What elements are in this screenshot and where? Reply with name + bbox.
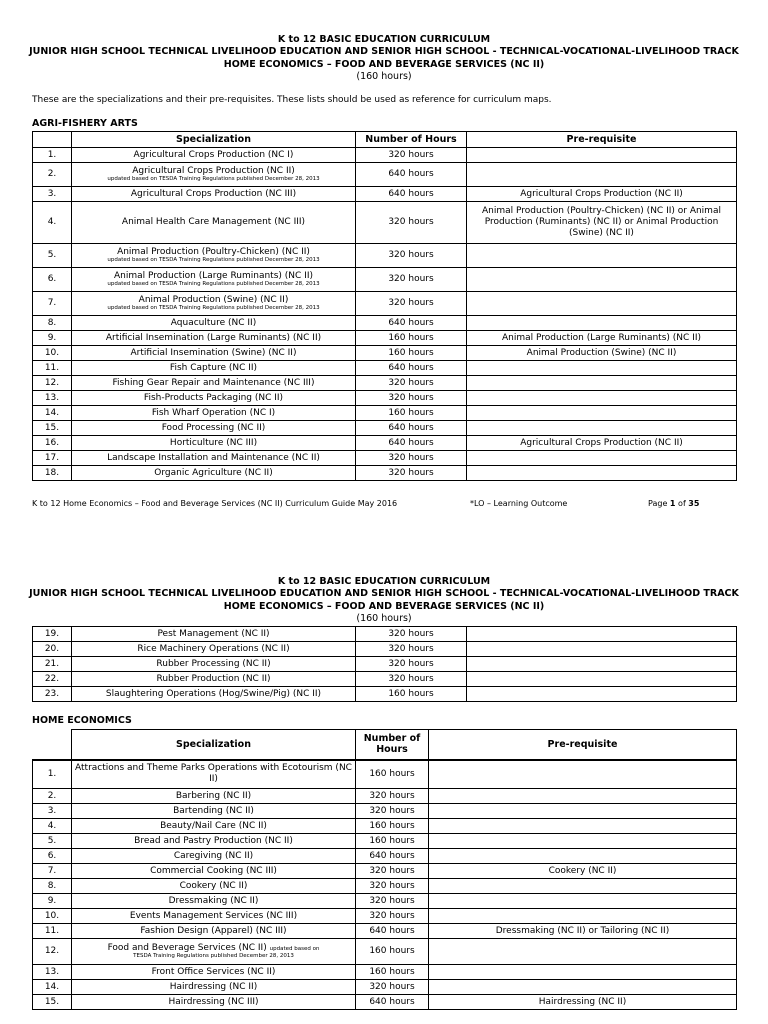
specialization-name: Rubber Processing (NC II) <box>156 658 271 669</box>
header-line-1: K to 12 BASIC EDUCATION CURRICULUM <box>277 576 491 587</box>
row-hours: 320 hours <box>356 657 467 672</box>
row-specialization <box>72 244 356 268</box>
row-number: 7. <box>33 864 72 879</box>
row-prerequisite <box>429 879 737 894</box>
row-hours: 320 hours <box>356 391 467 406</box>
agri-table <box>32 131 737 481</box>
footer-note: *LO – Learning Outcome <box>470 499 568 508</box>
row-hours: 320 hours <box>356 789 429 804</box>
table-row <box>33 292 737 316</box>
row-hours: 320 hours <box>356 451 467 466</box>
header-line-3: HOME ECONOMICS – FOOD AND BEVERAGE SERVICES (NC II) <box>223 600 545 612</box>
home-economics-table <box>32 729 737 1010</box>
row-prerequisite: Cookery (NC II) <box>429 864 737 879</box>
row-number: 3. <box>33 804 72 819</box>
row-hours: 640 hours <box>356 361 467 376</box>
row-number: 3. <box>33 187 72 202</box>
table-row <box>33 804 737 819</box>
row-specialization <box>72 436 356 451</box>
row-number: 9. <box>33 331 72 346</box>
header-line-3: HOME ECONOMICS – FOOD AND BEVERAGE SERVICES (NC II) <box>223 58 545 70</box>
table-row <box>33 627 737 642</box>
row-hours: 320 hours <box>356 627 467 642</box>
agri-table-continued <box>32 626 737 702</box>
row-prerequisite: Animal Production (Poultry-Chicken) (NC II) or Animal Production (Ruminants) (NC II) or Animal Production (Swine) (NC II) <box>467 202 737 244</box>
row-specialization <box>72 965 356 980</box>
row-number: 6. <box>33 849 72 864</box>
specialization-name: Hairdressing (NC III) <box>168 996 259 1007</box>
row-specialization <box>72 924 356 939</box>
row-prerequisite: Animal Production (Large Ruminants) (NC II) <box>467 331 737 346</box>
row-number: 2. <box>33 163 72 187</box>
specialization-name: Food and Beverage Services (NC II) <box>107 942 267 953</box>
row-prerequisite <box>429 980 737 995</box>
table-row <box>33 361 737 376</box>
row-hours: 160 hours <box>356 346 467 361</box>
row-prerequisite <box>467 642 737 657</box>
row-hours: 160 hours <box>356 760 429 789</box>
header-hours: (160 hours) <box>356 613 412 625</box>
row-number: 11. <box>33 361 72 376</box>
header-line-2: JUNIOR HIGH SCHOOL TECHNICAL LIVELIHOOD EDUCATION AND SENIOR HIGH SCHOOL - TECHNICAL-VOCATIONAL-LIVELIHOOD TRACK <box>29 588 739 600</box>
row-number: 1. <box>33 148 72 163</box>
specialization-name: Artificial Insemination (Swine) (NC II) <box>130 347 297 358</box>
specialization-name: Bartending (NC II) <box>173 805 254 816</box>
row-specialization <box>72 346 356 361</box>
row-specialization <box>72 406 356 421</box>
table-row <box>33 202 737 244</box>
page-current: 1 <box>669 499 676 508</box>
table-row <box>33 789 737 804</box>
specialization-name: Commercial Cooking (NC III) <box>150 865 277 876</box>
table-row <box>33 421 737 436</box>
row-number: 7. <box>33 292 72 316</box>
row-number: 5. <box>33 834 72 849</box>
table-row <box>33 466 737 481</box>
table-row <box>33 391 737 406</box>
row-prerequisite: Hairdressing (NC II) <box>429 995 737 1010</box>
row-specialization <box>72 687 356 702</box>
row-specialization <box>72 995 356 1010</box>
specialization-name: Dressmaking (NC II) <box>168 895 259 906</box>
table-row <box>33 909 737 924</box>
row-hours: 320 hours <box>356 202 467 244</box>
col-number <box>33 730 72 760</box>
row-specialization <box>72 202 356 244</box>
table-row <box>33 672 737 687</box>
specialization-name: Pest Management (NC II) <box>157 628 270 639</box>
row-specialization <box>72 148 356 163</box>
specialization-name: Agricultural Crops Production (NC I) <box>133 149 294 160</box>
intro-text: These are the specializations and their pre-requisites. These lists should be used as reference for curriculum maps. <box>32 95 552 105</box>
row-number: 4. <box>33 202 72 244</box>
update-note: updated based on TESDA Training Regulations published December 28, 2013 <box>107 257 320 264</box>
row-number: 8. <box>33 879 72 894</box>
specialization-name: Caregiving (NC II) <box>173 850 254 861</box>
specialization-name: Aquaculture (NC II) <box>170 317 257 328</box>
row-number: 10. <box>33 346 72 361</box>
row-hours: 640 hours <box>356 849 429 864</box>
specialization-name: Horticulture (NC III) <box>169 437 258 448</box>
row-hours: 160 hours <box>356 834 429 849</box>
row-prerequisite <box>429 909 737 924</box>
row-specialization <box>72 331 356 346</box>
row-prerequisite <box>429 760 737 789</box>
row-specialization <box>72 804 356 819</box>
col-prerequisite: Pre-requisite <box>429 730 737 760</box>
specialization-name: Fish Capture (NC II) <box>169 362 258 373</box>
specialization-name: Organic Agriculture (NC II) <box>154 467 273 478</box>
row-prerequisite <box>429 804 737 819</box>
specialization-name: Landscape Installation and Maintenance (NC II) <box>107 452 320 463</box>
table-row <box>33 687 737 702</box>
row-specialization <box>72 361 356 376</box>
row-hours: 320 hours <box>356 894 429 909</box>
row-number: 14. <box>33 980 72 995</box>
page-header-2 <box>0 576 768 626</box>
row-prerequisite <box>467 466 737 481</box>
row-hours: 320 hours <box>356 292 467 316</box>
row-number: 16. <box>33 436 72 451</box>
row-prerequisite <box>467 376 737 391</box>
row-specialization <box>72 894 356 909</box>
row-number: 21. <box>33 657 72 672</box>
table-row <box>33 451 737 466</box>
row-specialization <box>72 760 356 789</box>
row-hours: 160 hours <box>356 331 467 346</box>
row-prerequisite <box>467 687 737 702</box>
specialization-name: Food Processing (NC II) <box>161 422 266 433</box>
table-row <box>33 163 737 187</box>
row-hours: 640 hours <box>356 924 429 939</box>
row-prerequisite <box>467 316 737 331</box>
col-hours: Number of Hours <box>356 730 429 760</box>
specialization-name: Bread and Pastry Production (NC II) <box>134 835 293 846</box>
row-specialization <box>72 849 356 864</box>
row-hours: 160 hours <box>356 939 429 965</box>
row-hours: 640 hours <box>356 187 467 202</box>
table-row <box>33 642 737 657</box>
row-hours: 320 hours <box>356 148 467 163</box>
row-specialization <box>72 939 356 965</box>
table-row <box>33 316 737 331</box>
row-number: 8. <box>33 316 72 331</box>
page-of: of <box>675 499 689 508</box>
row-specialization <box>72 268 356 292</box>
row-hours: 160 hours <box>356 406 467 421</box>
specialization-name: Front Office Services (NC II) <box>151 966 276 977</box>
row-hours: 640 hours <box>356 163 467 187</box>
row-number: 9. <box>33 894 72 909</box>
row-number: 10. <box>33 909 72 924</box>
row-number: 6. <box>33 268 72 292</box>
table-row <box>33 879 737 894</box>
row-prerequisite <box>467 361 737 376</box>
row-specialization <box>72 819 356 834</box>
row-number: 12. <box>33 376 72 391</box>
row-number: 5. <box>33 244 72 268</box>
specialization-name: Animal Health Care Management (NC III) <box>121 217 306 228</box>
table-row <box>33 268 737 292</box>
table-row <box>33 924 737 939</box>
col-hours: Number of Hours <box>356 132 467 148</box>
row-hours: 640 hours <box>356 421 467 436</box>
row-prerequisite <box>467 163 737 187</box>
row-prerequisite: Agricultural Crops Production (NC II) <box>467 187 737 202</box>
row-prerequisite <box>467 391 737 406</box>
table-row <box>33 244 737 268</box>
row-hours: 640 hours <box>356 995 429 1010</box>
row-specialization <box>72 879 356 894</box>
specialization-name: Cookery (NC II) <box>179 880 248 891</box>
row-specialization <box>72 187 356 202</box>
row-specialization <box>72 466 356 481</box>
specialization-name: Animal Production (Poultry-Chicken) (NC II) <box>117 246 310 257</box>
row-hours: 320 hours <box>356 376 467 391</box>
row-specialization <box>72 864 356 879</box>
specialization-name: Slaughtering Operations (Hog/Swine/Pig) (NC II) <box>105 688 322 699</box>
table-row <box>33 657 737 672</box>
page-header <box>0 34 768 84</box>
row-number: 18. <box>33 466 72 481</box>
update-note: updated based on TESDA Training Regulations published December 28, 2013 <box>107 176 320 183</box>
specialization-name: Fish-Products Packaging (NC II) <box>143 392 284 403</box>
row-number: 20. <box>33 642 72 657</box>
table-row <box>33 436 737 451</box>
row-number: 19. <box>33 627 72 642</box>
specialization-name: Artificial Insemination (Large Ruminants) (NC II) <box>105 332 322 343</box>
row-number: 17. <box>33 451 72 466</box>
row-specialization <box>72 789 356 804</box>
row-hours: 160 hours <box>356 965 429 980</box>
row-number: 4. <box>33 819 72 834</box>
row-hours: 320 hours <box>356 864 429 879</box>
row-number: 14. <box>33 406 72 421</box>
table-row <box>33 849 737 864</box>
row-prerequisite <box>429 894 737 909</box>
table-row <box>33 148 737 163</box>
row-prerequisite <box>467 672 737 687</box>
row-prerequisite <box>429 965 737 980</box>
row-specialization <box>72 672 356 687</box>
specialization-name: Barbering (NC II) <box>175 790 252 801</box>
row-hours: 320 hours <box>356 879 429 894</box>
header-line-1: K to 12 BASIC EDUCATION CURRICULUM <box>277 34 491 45</box>
specialization-name: Fashion Design (Apparel) (NC III) <box>140 925 287 936</box>
row-specialization <box>72 627 356 642</box>
row-prerequisite <box>429 789 737 804</box>
row-prerequisite: Animal Production (Swine) (NC II) <box>467 346 737 361</box>
update-note: updated based on TESDA Training Regulations published December 28, 2013 <box>107 281 320 288</box>
specialization-name: Rice Machinery Operations (NC II) <box>137 643 290 654</box>
row-prerequisite <box>429 834 737 849</box>
row-number: 15. <box>33 995 72 1010</box>
page-label: Page <box>648 499 670 508</box>
table-row <box>33 965 737 980</box>
row-prerequisite <box>467 406 737 421</box>
row-hours: 320 hours <box>356 244 467 268</box>
specialization-name: Animal Production (Large Ruminants) (NC II) <box>114 270 313 281</box>
table-row <box>33 406 737 421</box>
row-prerequisite <box>467 451 737 466</box>
specialization-name: Animal Production (Swine) (NC II) <box>138 294 289 305</box>
header-line-2: JUNIOR HIGH SCHOOL TECHNICAL LIVELIHOOD EDUCATION AND SENIOR HIGH SCHOOL - TECHNICAL-VOCATIONAL-LIVELIHOOD TRACK <box>29 46 739 58</box>
specialization-name: Agricultural Crops Production (NC II) <box>132 165 295 176</box>
table-row <box>33 980 737 995</box>
row-number: 22. <box>33 672 72 687</box>
row-specialization <box>72 909 356 924</box>
table-row <box>33 939 737 965</box>
update-note: updated based on TESDA Training Regulations published December 28, 2013 <box>107 305 320 312</box>
row-number: 1. <box>33 760 72 789</box>
row-prerequisite <box>467 627 737 642</box>
table-row <box>33 331 737 346</box>
section-title-home: HOME ECONOMICS <box>32 715 132 726</box>
col-specialization: Specialization <box>72 132 356 148</box>
update-note: TESDA Training Regulations published December 28, 2013 <box>133 953 294 960</box>
row-specialization <box>72 292 356 316</box>
specialization-name: Rubber Production (NC II) <box>156 673 271 684</box>
row-hours: 320 hours <box>356 466 467 481</box>
row-number: 12. <box>33 939 72 965</box>
row-specialization <box>72 980 356 995</box>
row-number: 13. <box>33 391 72 406</box>
table-row <box>33 834 737 849</box>
row-hours: 320 hours <box>356 642 467 657</box>
row-hours: 320 hours <box>356 980 429 995</box>
row-prerequisite <box>429 819 737 834</box>
row-prerequisite <box>467 244 737 268</box>
table-row <box>33 894 737 909</box>
row-hours: 640 hours <box>356 316 467 331</box>
row-specialization <box>72 421 356 436</box>
table-row <box>33 376 737 391</box>
specialization-name: Fishing Gear Repair and Maintenance (NC III) <box>112 377 315 388</box>
page-number <box>648 499 699 509</box>
table-row <box>33 760 737 789</box>
row-specialization <box>72 642 356 657</box>
specialization-name: Events Management Services (NC III) <box>129 910 298 921</box>
row-prerequisite: Agricultural Crops Production (NC II) <box>467 436 737 451</box>
table-row <box>33 995 737 1010</box>
row-number: 11. <box>33 924 72 939</box>
table-header-row <box>33 730 737 760</box>
row-number: 15. <box>33 421 72 436</box>
row-specialization <box>72 391 356 406</box>
col-specialization: Specialization <box>72 730 356 760</box>
row-prerequisite <box>429 849 737 864</box>
specialization-name: Attractions and Theme Parks Operations with Ecotourism (NC II) <box>75 763 352 785</box>
header-hours: (160 hours) <box>356 71 412 83</box>
row-number: 2. <box>33 789 72 804</box>
row-hours: 160 hours <box>356 687 467 702</box>
row-hours: 320 hours <box>356 804 429 819</box>
table-row <box>33 187 737 202</box>
row-specialization <box>72 316 356 331</box>
row-specialization <box>72 657 356 672</box>
specialization-name: Agricultural Crops Production (NC III) <box>130 188 297 199</box>
row-hours: 640 hours <box>356 436 467 451</box>
row-prerequisite <box>467 292 737 316</box>
row-specialization <box>72 163 356 187</box>
row-hours: 320 hours <box>356 909 429 924</box>
update-note-inline: updated based on <box>269 945 320 952</box>
row-specialization <box>72 376 356 391</box>
row-prerequisite: Dressmaking (NC II) or Tailoring (NC II) <box>429 924 737 939</box>
row-specialization <box>72 451 356 466</box>
specialization-name: Hairdressing (NC II) <box>169 981 258 992</box>
section-title-agri: AGRI-FISHERY ARTS <box>32 118 138 129</box>
row-specialization <box>72 834 356 849</box>
page-total: 35 <box>688 499 700 508</box>
row-number: 13. <box>33 965 72 980</box>
row-prerequisite <box>467 148 737 163</box>
table-header-row <box>33 132 737 148</box>
specialization-name: Beauty/Nail Care (NC II) <box>160 820 267 831</box>
table-row <box>33 346 737 361</box>
row-prerequisite <box>429 939 737 965</box>
specialization-name: Fish Wharf Operation (NC I) <box>151 407 276 418</box>
row-hours: 160 hours <box>356 819 429 834</box>
row-number: 23. <box>33 687 72 702</box>
table-row <box>33 819 737 834</box>
row-prerequisite <box>467 421 737 436</box>
col-prerequisite: Pre-requisite <box>467 132 737 148</box>
row-prerequisite <box>467 268 737 292</box>
row-hours: 320 hours <box>356 268 467 292</box>
footer-left: K to 12 Home Economics – Food and Beverage Services (NC II) Curriculum Guide May 2016 <box>32 499 398 508</box>
col-number <box>33 132 72 148</box>
row-hours: 320 hours <box>356 672 467 687</box>
table-row <box>33 864 737 879</box>
row-prerequisite <box>467 657 737 672</box>
